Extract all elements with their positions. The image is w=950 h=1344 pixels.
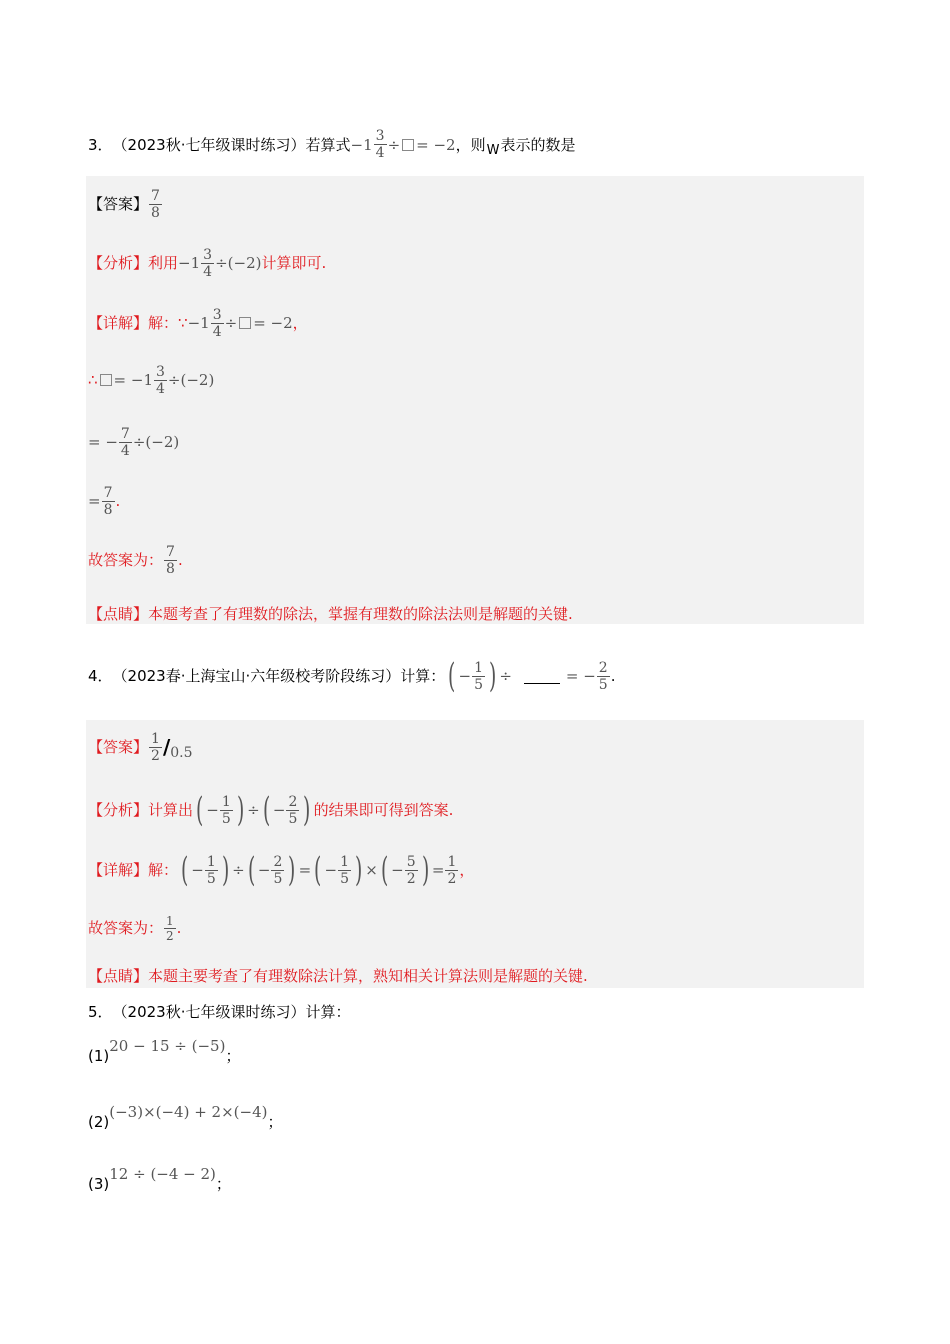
q4-detail-expression: ( − $\frac{1}{5}$ ) ÷ ( − $\frac{2}{5}$ ) = ( − $\frac{1}{5}$ ) × ( − $\frac{5}{2}$ ) = $\frac{1}{2}$	[181, 850, 457, 890]
q3-stem	[88, 128, 575, 161]
q3-step-3	[88, 483, 120, 519]
q3-detail-prefix: 解：∵	[148, 314, 188, 332]
q4-stem-result: = − $\frac{2}{5}$	[565, 659, 608, 693]
q5-item-3-label: (3)	[88, 1175, 110, 1193]
q3-detail-label: 【详解】	[88, 314, 149, 332]
q4-answer-blank	[524, 669, 560, 684]
q3-solution-box	[86, 176, 864, 624]
q5-stem-prefix: 计算：	[305, 1003, 351, 1021]
q5-source: （2023秋·七年级课时练习）	[112, 1003, 306, 1021]
q5-stem	[88, 1002, 351, 1022]
q3-source: （2023秋·七年级课时练习）	[112, 135, 306, 154]
q4-answer-slash: /	[162, 735, 171, 759]
q4-source: （2023春·上海宝山·六年级校考阶段练习）	[112, 667, 401, 685]
q4-comment	[88, 966, 588, 986]
q5-item-2-expression: (−3)×(−4) + 2×(−4)	[109, 1103, 268, 1121]
q3-number: 3．	[88, 135, 113, 154]
q4-number: 4．	[88, 667, 113, 685]
q5-item-1-tail: ；	[225, 1047, 241, 1065]
q3-stem-mid: ，则	[455, 135, 486, 154]
q3-comment-label: 【点睛】	[88, 605, 149, 623]
q3-step-2	[88, 424, 179, 460]
q3-detail	[88, 305, 308, 341]
q3-final-value: $\frac{7}{8}$	[166, 543, 175, 577]
q3-step-1	[88, 362, 214, 398]
q3-comment-text: 本题考查了有理数的除法，掌握有理数的除法法则是解题的关键.	[148, 605, 573, 623]
q3-answer	[88, 186, 163, 222]
q4-detail	[88, 848, 474, 892]
q4-final-value: $\frac{1}{2}$	[166, 913, 174, 943]
q3-stem-suffix: 表示的数是	[500, 135, 576, 154]
q4-analysis-suffix: 的结果即可得到答案.	[313, 801, 454, 819]
q4-comment-label: 【点睛】	[88, 967, 149, 985]
q3-stem-prefix: 若算式	[305, 135, 351, 154]
q4-detail-comma: ，	[459, 861, 475, 879]
q3-comment	[88, 604, 573, 624]
q3-analysis-expression: −1 $\frac{3}{4}$ ÷(−2)	[178, 246, 262, 280]
q3-step-3-period: .	[115, 492, 121, 510]
q4-analysis-prefix: 计算出	[148, 801, 194, 819]
q4-stem-expression: ( − $\frac{1}{5}$ ) ÷	[448, 656, 512, 696]
q3-analysis	[88, 245, 326, 281]
q5-item-3	[88, 1165, 231, 1196]
q3-stem-symbol: W	[486, 142, 500, 158]
q5-item-3-expression: 12 ÷ (−4 − 2)	[109, 1165, 216, 1183]
q3-analysis-suffix: 计算即可.	[261, 254, 327, 272]
q5-item-1-label: (1)	[88, 1047, 110, 1065]
q5-number: 5．	[88, 1003, 113, 1021]
q4-stem	[88, 656, 616, 696]
q4-final	[88, 908, 181, 948]
q3-stem-expression: −1 $\frac{3}{4}$ ÷ = −2	[350, 128, 456, 161]
q3-step-2-expression: = − $\frac{7}{4}$ ÷(−2)	[88, 425, 180, 459]
q3-detail-comma: ，	[292, 314, 308, 332]
q3-analysis-prefix: 利用	[148, 254, 179, 272]
q4-final-label: 故答案为：	[88, 919, 164, 937]
q3-final	[88, 542, 183, 578]
q4-analysis	[88, 788, 453, 832]
q3-answer-value: $\frac{7}{8}$	[151, 187, 160, 221]
q4-stem-period: .	[610, 667, 616, 685]
q5-item-2-tail: ；	[267, 1113, 283, 1131]
q4-comment-text: 本题主要考查了有理数除法计算，熟知相关计算法则是解题的关键.	[148, 967, 588, 985]
q4-answer-alt: 0.5	[170, 745, 193, 761]
q3-step-1-expression: = −1 $\frac{3}{4}$ ÷(−2)	[98, 364, 215, 397]
q4-answer	[88, 727, 193, 767]
q5-item-3-tail: ；	[215, 1175, 231, 1193]
q4-final-period: .	[176, 919, 182, 937]
q5-item-2-label: (2)	[88, 1113, 110, 1131]
q3-analysis-label: 【分析】	[88, 254, 149, 272]
q4-detail-prefix: 解：	[148, 861, 179, 879]
q3-final-label: 故答案为：	[88, 551, 164, 569]
q4-answer-value: $\frac{1}{2}$	[151, 730, 160, 764]
q5-item-1	[88, 1037, 241, 1068]
q3-answer-label: 【答案】	[88, 195, 149, 213]
q4-analysis-label: 【分析】	[88, 801, 149, 819]
q4-detail-label: 【详解】	[88, 861, 149, 879]
q4-answer-label: 【答案】	[88, 738, 149, 756]
q4-stem-prefix: 计算：	[400, 667, 446, 685]
q5-item-2	[88, 1103, 283, 1134]
q5-item-1-expression: 20 − 15 ÷ (−5)	[109, 1037, 226, 1055]
q3-final-period: .	[177, 551, 183, 569]
q3-step-3-expression: = $\frac{7}{8}$	[88, 484, 113, 518]
q3-therefore: ∴	[88, 371, 98, 389]
q4-analysis-expression: ( − $\frac{1}{5}$ ) ÷ ( − $\frac{2}{5}$ )	[196, 790, 311, 830]
q3-detail-expression: −1 $\frac{3}{4}$ ÷ = −2	[187, 306, 293, 340]
